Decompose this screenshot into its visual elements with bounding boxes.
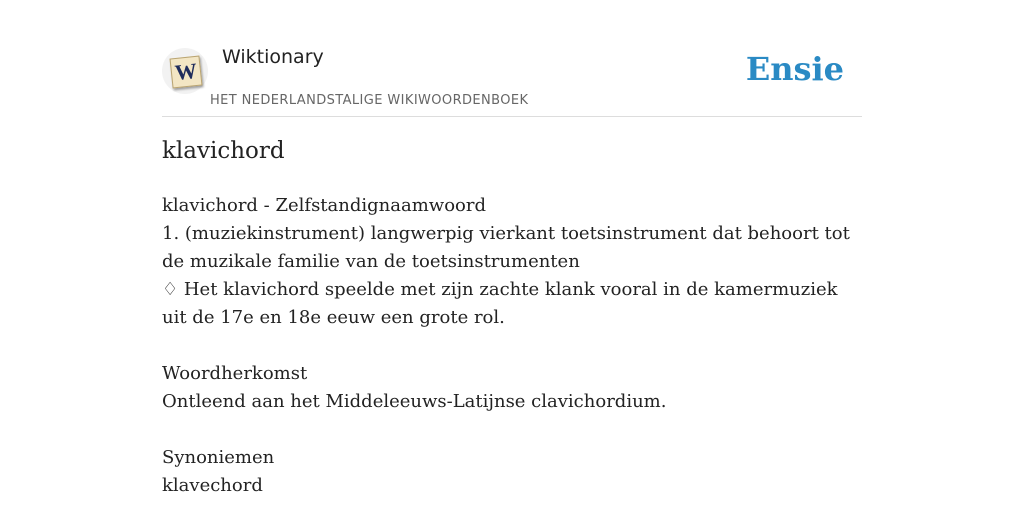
spacer (162, 332, 862, 360)
example-sentence: ♢ Het klavichord speelde met zijn zachte klank vooral in de kamermuziek uit de 17e en 18e eeuw een grote rol. (162, 279, 838, 328)
part-of-speech-line: klavichord - Zelfstandignaamwoord (162, 195, 486, 216)
wiktionary-logo-icon[interactable] (162, 48, 208, 94)
entry-content (162, 192, 862, 500)
definition: 1. (muziekinstrument) langwerpig vierkant toetsinstrument dat behoort tot de muzikale familie van de toetsinstrumenten (162, 223, 850, 272)
site-tagline: HET NEDERLANDSTALIGE WIKIWOORDENBOEK (210, 93, 529, 108)
logo-tile: W (170, 56, 203, 89)
site-name[interactable]: Wiktionary (222, 46, 324, 68)
site-header (162, 44, 862, 117)
page-title: klavichord (162, 138, 285, 164)
etymology-heading: Woordherkomst (162, 363, 308, 384)
etymology-text: Ontleend aan het Middeleeuws-Latijnse clavichordium. (162, 391, 667, 412)
brand-logo[interactable]: Ensie (745, 50, 844, 88)
synonyms-heading: Synoniemen (162, 447, 275, 468)
synonym-item: klavechord (162, 475, 263, 496)
spacer (162, 416, 862, 444)
